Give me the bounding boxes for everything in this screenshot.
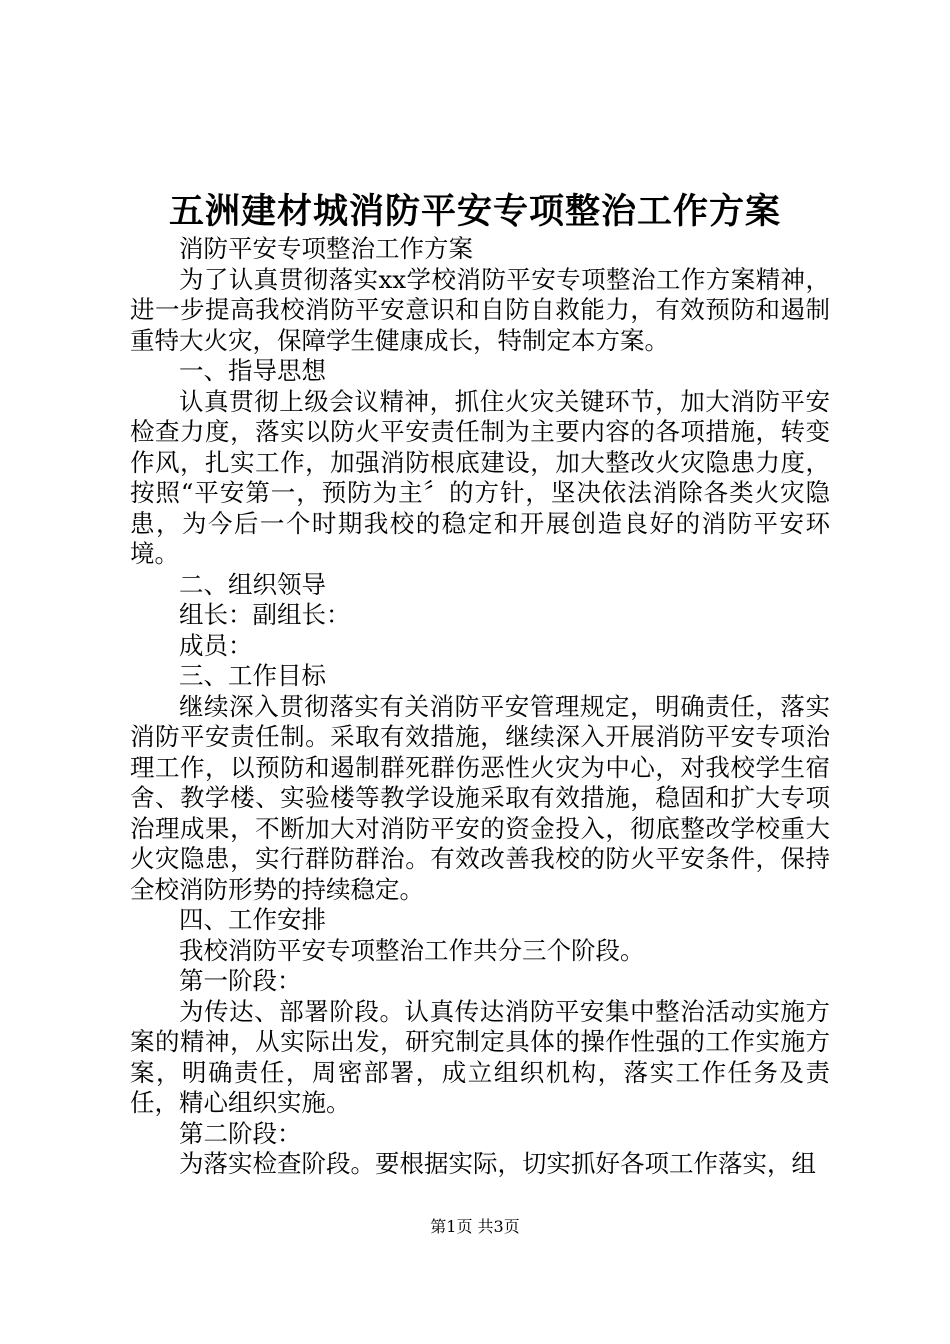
body-paragraph: 组长：副组长：	[179, 600, 351, 629]
body-paragraph: 认真贯彻上级会议精神，抓住火灾关键环节，加大消防平安检查力度，落实以防火平安责任制为主要内容的各项措施，转变作风，扎实工作，加强消防根底建设，加大整改火灾隐患力度，按照“平安第一，预防为主〞的方针，坚决依法消除各类火灾隐患，为今后一个时期我校的稳定和开展创造良好的消防平安环境。	[130, 386, 830, 568]
section-heading: 二、组织领导	[179, 569, 326, 599]
subtitle-paragraph: 消防平安专项整治工作方案	[179, 234, 473, 263]
body-paragraph: 我校消防平安专项整治工作共分三个阶段。	[179, 935, 645, 965]
stage-heading: 第一阶段：	[179, 966, 302, 995]
section-heading: 三、工作目标	[179, 661, 326, 690]
intro-paragraph: 为了认真贯彻落实xx学校消防平安专项整治工作方案精神，进一步提高我校消防平安意识和自防自救能力，有效预防和遏制重特大火灾，保障学生健康成长，特制定本方案。	[130, 264, 830, 355]
body-paragraph: 为传达、部署阶段。认真传达消防平安集中整治活动实施方案的精神，从实际出发，研究制定具体的操作性强的工作实施方案，明确责任，周密部署，成立组织机构，落实工作任务及责任，精心组织实施。	[130, 996, 830, 1117]
body-paragraph: 为落实检查阶段。要根据实际，切实抓好各项工作落实，组	[179, 1149, 816, 1178]
stage-heading: 第二阶段：	[179, 1118, 302, 1148]
page-footer: 第1页 共3页	[430, 1217, 520, 1236]
body-paragraph: 继续深入贯彻落实有关消防平安管理规定，明确责任，落实消防平安责任制。采取有效措施，继续深入开展消防平安专项治理工作，以预防和遏制群死群伤恶性火灾为中心，对我校学生宿舍、教学楼、实验楼等教学设施采取有效措施，稳固和扩大专项治理成果，不断加大对消防平安的资金投入，彻底整改学校重大火灾隐患，实行群防群治。有效改善我校的防火平安条件，保持全校消防形势的持续稳定。	[130, 691, 830, 904]
document-body	[130, 234, 830, 1180]
section-heading: 一、指导思想	[179, 356, 326, 385]
section-heading: 四、工作安排	[179, 905, 326, 934]
body-paragraph: 成员：	[179, 630, 253, 660]
document-title: 五洲建材城消防平安专项整治工作方案	[168, 192, 781, 232]
